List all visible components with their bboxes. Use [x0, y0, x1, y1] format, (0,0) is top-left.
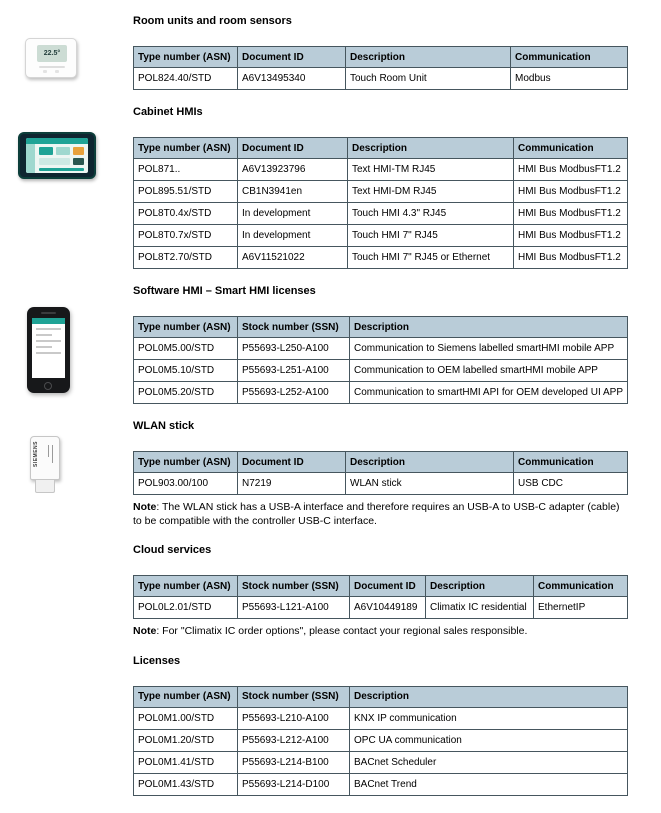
table-cell: Touch HMI 7" RJ45 or Ethernet — [348, 247, 514, 269]
column-header: Stock number (SSN) — [238, 317, 350, 338]
table-cell: POL0M5.10/STD — [134, 360, 238, 382]
table-cell: Communication to smartHMI API for OEM developed UI APP — [350, 382, 628, 404]
table-row — [134, 473, 628, 495]
siemens-brand-label: SIEMENS — [33, 441, 39, 468]
section-cloud-services — [133, 544, 627, 639]
column-header: Description — [350, 317, 628, 338]
hmi-tile-decor — [56, 147, 70, 155]
table-row — [134, 159, 628, 181]
table-row — [134, 225, 628, 247]
table-cell: N7219 — [238, 473, 346, 495]
phone-speaker-decor — [41, 312, 56, 314]
table-cell: HMI Bus ModbusFT1.2 — [514, 225, 628, 247]
table-cell: A6V10449189 — [350, 597, 426, 619]
column-header: Type number (ASN) — [134, 138, 238, 159]
table-cell: P55693-L252-A100 — [238, 382, 350, 404]
table-cell: P55693-L250-A100 — [238, 338, 350, 360]
table-cell: Text HMI-TM RJ45 — [348, 159, 514, 181]
room-unit-button-decor — [43, 70, 47, 73]
table-cell: POL824.40/STD — [134, 68, 238, 90]
table-cell: POL903.00/100 — [134, 473, 238, 495]
table-header-row — [134, 686, 628, 707]
column-header: Type number (ASN) — [134, 47, 238, 68]
column-header: Description — [348, 138, 514, 159]
section-software-hmi — [133, 285, 627, 404]
hmi-dotrow-decor — [39, 168, 84, 171]
column-header: Document ID — [238, 138, 348, 159]
section-licenses — [133, 655, 627, 796]
table-header-row — [134, 452, 628, 473]
phone-text-line-decor — [36, 328, 61, 330]
table-cell: OPC UA communication — [350, 729, 628, 751]
table-cell: EthernetIP — [534, 597, 628, 619]
column-header: Communication — [511, 47, 628, 68]
hmi-tile-decor — [73, 147, 84, 155]
table-cell: POL0M1.43/STD — [134, 773, 238, 795]
table-row — [134, 338, 628, 360]
hmi-tile-decor — [73, 158, 84, 165]
cabinet-hmis-table — [133, 137, 628, 269]
column-header: Description — [350, 686, 628, 707]
table-cell: HMI Bus ModbusFT1.2 — [514, 181, 628, 203]
section-wlan-stick — [133, 420, 627, 528]
table-header-row — [134, 138, 628, 159]
cabinet-hmi-product-image — [18, 132, 96, 179]
table-cell: POL0M1.41/STD — [134, 751, 238, 773]
table-cell: BACnet Scheduler — [350, 751, 628, 773]
table-row — [134, 773, 628, 795]
note-text: : The WLAN stick has a USB-A interface and therefore requires an USB-A to USB-C adapter (cable) to be compatible with the controller USB-C interface. — [133, 501, 620, 527]
table-cell: HMI Bus ModbusFT1.2 — [514, 247, 628, 269]
room-unit-temperature: 22.5° — [43, 50, 61, 57]
room-unit-slider-decor — [39, 66, 65, 68]
section-heading-software-hmi: Software HMI – Smart HMI licenses — [133, 285, 316, 297]
section-heading-licenses: Licenses — [133, 654, 181, 667]
table-cell: A6V11521022 — [238, 247, 348, 269]
table-cell: KNX IP communication — [350, 707, 628, 729]
content-column — [133, 0, 627, 812]
phone-app-header-decor — [32, 318, 65, 324]
table-cell: Modbus — [511, 68, 628, 90]
smartphone-product-image — [27, 307, 70, 393]
column-header: Description — [346, 47, 511, 68]
table-cell: CB1N3941en — [238, 181, 348, 203]
table-cell: POL0M5.20/STD — [134, 382, 238, 404]
wlan-note — [133, 501, 627, 528]
table-cell: P55693-L210-A100 — [238, 707, 350, 729]
column-header: Type number (ASN) — [134, 317, 238, 338]
table-header-row — [134, 317, 628, 338]
table-row — [134, 597, 628, 619]
room-unit-product-image — [25, 38, 77, 78]
cloud-note — [133, 625, 627, 639]
table-cell: P55693-L251-A100 — [238, 360, 350, 382]
table-cell: BACnet Trend — [350, 773, 628, 795]
table-header-row — [134, 576, 628, 597]
note-label: Note — [133, 501, 157, 513]
column-header: Type number (ASN) — [134, 452, 238, 473]
table-row — [134, 247, 628, 269]
phone-text-line-decor — [36, 334, 52, 336]
table-cell: WLAN stick — [346, 473, 514, 495]
column-header: Description — [426, 576, 534, 597]
note-text: : For "Climatix IC order options", please contact your regional sales responsible. — [156, 625, 528, 637]
table-row — [134, 360, 628, 382]
room-units-table — [133, 46, 628, 90]
table-cell: POL0M1.00/STD — [134, 707, 238, 729]
phone-text-line-decor — [36, 340, 61, 342]
column-header: Type number (ASN) — [134, 576, 238, 597]
column-header: Description — [346, 452, 514, 473]
section-heading-room-units: Room units and room sensors — [133, 15, 292, 27]
column-header: Document ID — [238, 47, 346, 68]
section-cabinet-hmis — [133, 106, 627, 269]
table-cell: POL871.. — [134, 159, 238, 181]
table-cell: In development — [238, 203, 348, 225]
table-cell: A6V13495340 — [238, 68, 346, 90]
table-cell: POL8T0.7x/STD — [134, 225, 238, 247]
hmi-tile-decor — [39, 158, 70, 165]
column-header: Stock number (SSN) — [238, 686, 350, 707]
table-row — [134, 181, 628, 203]
cabinet-hmi-screen — [26, 138, 88, 173]
section-heading-wlan-stick: WLAN stick — [133, 420, 195, 432]
wlan-stick-body — [30, 436, 60, 480]
table-cell: In development — [238, 225, 348, 247]
table-row — [134, 382, 628, 404]
phone-text-line-decor — [36, 352, 61, 354]
table-cell: Touch Room Unit — [346, 68, 511, 90]
column-header: Stock number (SSN) — [238, 576, 350, 597]
section-heading-cloud-services: Cloud services — [133, 544, 212, 556]
table-cell: POL0M1.20/STD — [134, 729, 238, 751]
table-cell: Text HMI-DM RJ45 — [348, 181, 514, 203]
table-cell: POL8T0.4x/STD — [134, 203, 238, 225]
table-cell: P55693-L214-B100 — [238, 751, 350, 773]
table-cell: HMI Bus ModbusFT1.2 — [514, 159, 628, 181]
table-cell: Communication to Siemens labelled smartHMI mobile APP — [350, 338, 628, 360]
phone-screen — [32, 318, 65, 378]
table-cell: POL0L2.01/STD — [134, 597, 238, 619]
table-cell: P55693-L121-A100 — [238, 597, 350, 619]
hmi-sidebar-decor — [26, 144, 35, 173]
column-header: Document ID — [350, 576, 426, 597]
room-unit-button-decor — [55, 70, 59, 73]
column-header: Type number (ASN) — [134, 686, 238, 707]
table-row — [134, 203, 628, 225]
software-hmi-table — [133, 316, 628, 404]
hmi-topbar-decor — [26, 138, 88, 144]
wlan-stick-product-image — [30, 436, 62, 494]
table-cell: A6V13923796 — [238, 159, 348, 181]
table-cell: POL8T2.70/STD — [134, 247, 238, 269]
section-heading-cabinet-hmis: Cabinet HMIs — [133, 106, 203, 118]
section-room-units — [133, 15, 627, 90]
table-cell: Touch HMI 4.3" RJ45 — [348, 203, 514, 225]
column-header: Document ID — [238, 452, 346, 473]
table-cell: USB CDC — [514, 473, 628, 495]
table-header-row — [134, 47, 628, 68]
table-cell: P55693-L214-D100 — [238, 773, 350, 795]
table-cell: Communication to OEM labelled smartHMI mobile APP — [350, 360, 628, 382]
table-cell: P55693-L212-A100 — [238, 729, 350, 751]
column-header: Communication — [534, 576, 628, 597]
table-cell: HMI Bus ModbusFT1.2 — [514, 203, 628, 225]
wlan-stick-table — [133, 451, 628, 495]
table-row — [134, 68, 628, 90]
table-cell: POL895.51/STD — [134, 181, 238, 203]
table-row — [134, 729, 628, 751]
stick-text-line-decor — [52, 445, 53, 463]
table-cell: Climatix IC residential — [426, 597, 534, 619]
table-cell: Touch HMI 7" RJ45 — [348, 225, 514, 247]
table-cell: POL0M5.00/STD — [134, 338, 238, 360]
table-row — [134, 707, 628, 729]
stick-text-line-decor — [48, 445, 49, 457]
column-header: Communication — [514, 138, 628, 159]
phone-text-line-decor — [36, 346, 52, 348]
phone-home-button-decor — [44, 382, 52, 390]
licenses-table — [133, 686, 628, 796]
hmi-tile-decor — [39, 147, 53, 155]
room-unit-display — [37, 45, 67, 62]
column-header: Communication — [514, 452, 628, 473]
table-row — [134, 751, 628, 773]
wlan-stick-usb-cap — [35, 480, 55, 493]
cloud-services-table — [133, 575, 628, 619]
note-label: Note — [133, 625, 157, 637]
